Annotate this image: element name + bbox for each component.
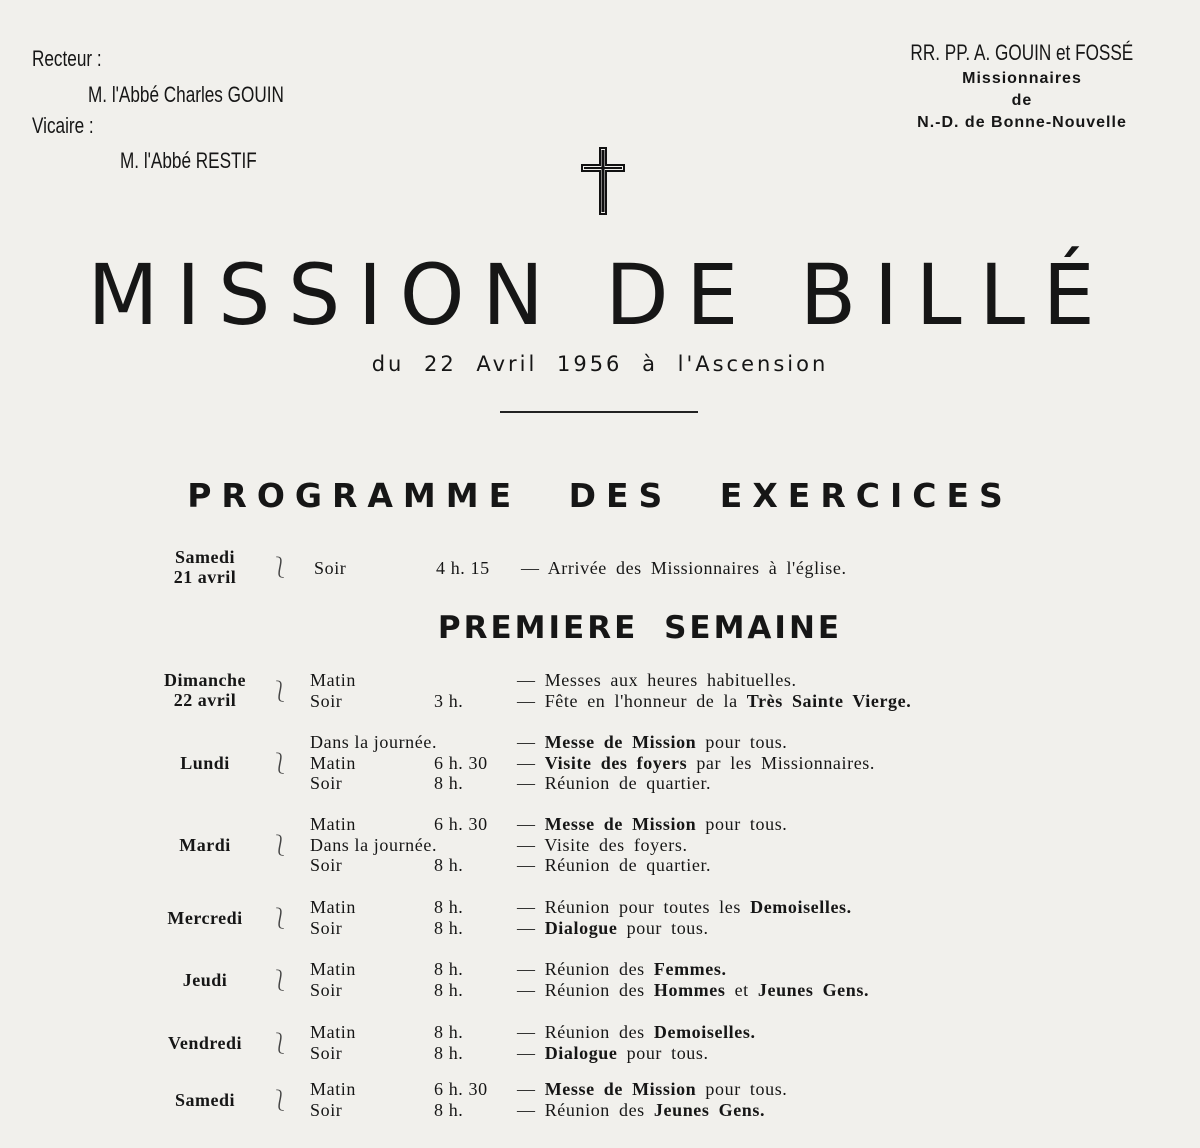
activity: — Réunion des Jeunes Gens.: [517, 1099, 766, 1120]
activity: — Réunion des Demoiselles.: [517, 1022, 756, 1042]
activity: — Dialogue pour tous.: [517, 1042, 709, 1063]
period: Soir: [310, 690, 343, 711]
arrival-day: Samedi: [174, 547, 235, 567]
period: Soir: [310, 773, 343, 793]
brace-icon: ⎱: [270, 832, 290, 857]
time: 6 h. 30: [434, 814, 488, 834]
activity: — Arrivée des Missionnaires à l'église.: [521, 558, 847, 578]
brace-icon: ⎱: [270, 678, 290, 703]
schedule-row: [0, 773, 1200, 793]
day-name: Mercredi: [167, 907, 243, 928]
arrival-date: 21 avril: [173, 567, 237, 587]
period: Matin: [310, 752, 356, 773]
schedule-row: [0, 832, 1200, 857]
divider: [500, 411, 698, 413]
page-subtitle: du 22 Avril 1956 à l'Ascension: [371, 352, 829, 376]
activity: — Réunion pour toutes les Demoiselles.: [517, 897, 852, 917]
brace-icon: ⎱: [270, 1087, 290, 1112]
period: Matin: [310, 959, 356, 979]
recteur-name: M. l'Abbé Charles GOUIN: [88, 82, 284, 107]
programme-title: PROGRAMME DES EXERCICES: [187, 476, 1013, 515]
period: Dans la journée.: [310, 732, 438, 752]
activity: — Messe de Mission pour tous.: [517, 814, 788, 834]
week-title: PREMIERE SEMAINE: [437, 610, 843, 646]
schedule-row: [0, 670, 1200, 690]
schedule-row: [0, 1100, 1200, 1120]
brace-icon: ⎱: [270, 1030, 290, 1055]
time: 8 h.: [434, 917, 464, 938]
period: Soir: [310, 1042, 343, 1063]
cross-icon: [581, 147, 625, 215]
brace-icon: ⎱: [270, 905, 290, 930]
period: Soir: [310, 855, 343, 875]
time: 8 h.: [434, 773, 464, 793]
time: 8 h.: [434, 1042, 464, 1063]
time: 3 h.: [434, 690, 464, 711]
schedule-row: [0, 732, 1200, 752]
period: Matin: [310, 1022, 356, 1042]
time: 8 h.: [434, 959, 464, 979]
activity: — Dialogue pour tous.: [517, 917, 709, 938]
activity: — Visite des foyers par les Missionnaires.: [517, 752, 875, 773]
time: 8 h.: [434, 1099, 464, 1120]
vicaire-name: M. l'Abbé RESTIF: [120, 148, 257, 173]
period: Dans la journée.: [310, 834, 438, 855]
time: 8 h.: [434, 855, 464, 875]
activity: — Messes aux heures habituelles.: [517, 670, 797, 690]
brace-icon: ⎱: [270, 750, 290, 775]
schedule-row: [0, 918, 1200, 938]
schedule-row: [0, 1079, 1200, 1099]
day-name: Vendredi: [167, 1032, 243, 1053]
day-name: Samedi: [174, 1089, 235, 1110]
time: 6 h. 30: [434, 1079, 488, 1099]
activity: — Réunion des Femmes.: [517, 959, 727, 979]
schedule-row: [0, 980, 1200, 1000]
time: 8 h.: [434, 897, 464, 917]
schedule-row: [0, 897, 1200, 917]
day-date: 22 avril: [173, 690, 237, 710]
recteur-label: Recteur :: [32, 46, 102, 71]
activity: — Fête en l'honneur de la Très Sainte Vierge.: [517, 690, 912, 711]
schedule-row: [0, 959, 1200, 979]
schedule-row: [0, 691, 1200, 711]
missionaries-de: de: [1011, 92, 1033, 109]
missionaries-names: RR. PP. A. GOUIN et FOSSÉ: [910, 40, 1134, 65]
activity: — Messe de Mission pour tous.: [517, 732, 788, 752]
schedule-row: [0, 814, 1200, 834]
schedule-row: [0, 750, 1200, 775]
period: Soir: [310, 979, 343, 1000]
time: 6 h. 30: [434, 752, 488, 773]
activity: — Visite des foyers.: [517, 834, 688, 855]
period: Soir: [310, 1099, 343, 1120]
period: Matin: [310, 670, 356, 690]
time: 8 h.: [434, 979, 464, 1000]
page-title: MISSION DE BILLÉ: [87, 246, 1113, 344]
brace-icon: ⎱: [270, 555, 290, 579]
day-name: Lundi: [180, 752, 230, 773]
time: 4 h. 15: [436, 558, 490, 578]
activity: — Réunion des Hommes et Jeunes Gens.: [517, 979, 870, 1000]
header-missionaries: [872, 40, 1172, 132]
missionaries-order: N.-D. de Bonne-Nouvelle: [917, 114, 1127, 131]
time: 8 h.: [434, 1022, 464, 1042]
period: Soir: [314, 558, 347, 578]
brace-icon: ⎱: [270, 967, 290, 992]
schedule-row: [0, 1022, 1200, 1042]
period: Matin: [310, 814, 356, 834]
vicaire-label: Vicaire :: [32, 113, 94, 138]
activity: — Messe de Mission pour tous.: [517, 1079, 788, 1099]
day-name: Dimanche: [164, 670, 246, 690]
period: Matin: [310, 1079, 356, 1099]
schedule-row: [0, 855, 1200, 875]
day-name: Mardi: [179, 834, 231, 855]
activity: — Réunion de quartier.: [517, 773, 712, 793]
period: Matin: [310, 897, 356, 917]
day-name: Jeudi: [182, 969, 228, 990]
period: Soir: [310, 917, 343, 938]
activity: — Réunion de quartier.: [517, 855, 712, 875]
missionaries-label: Missionnaires: [962, 70, 1082, 87]
schedule-row: [0, 1043, 1200, 1063]
